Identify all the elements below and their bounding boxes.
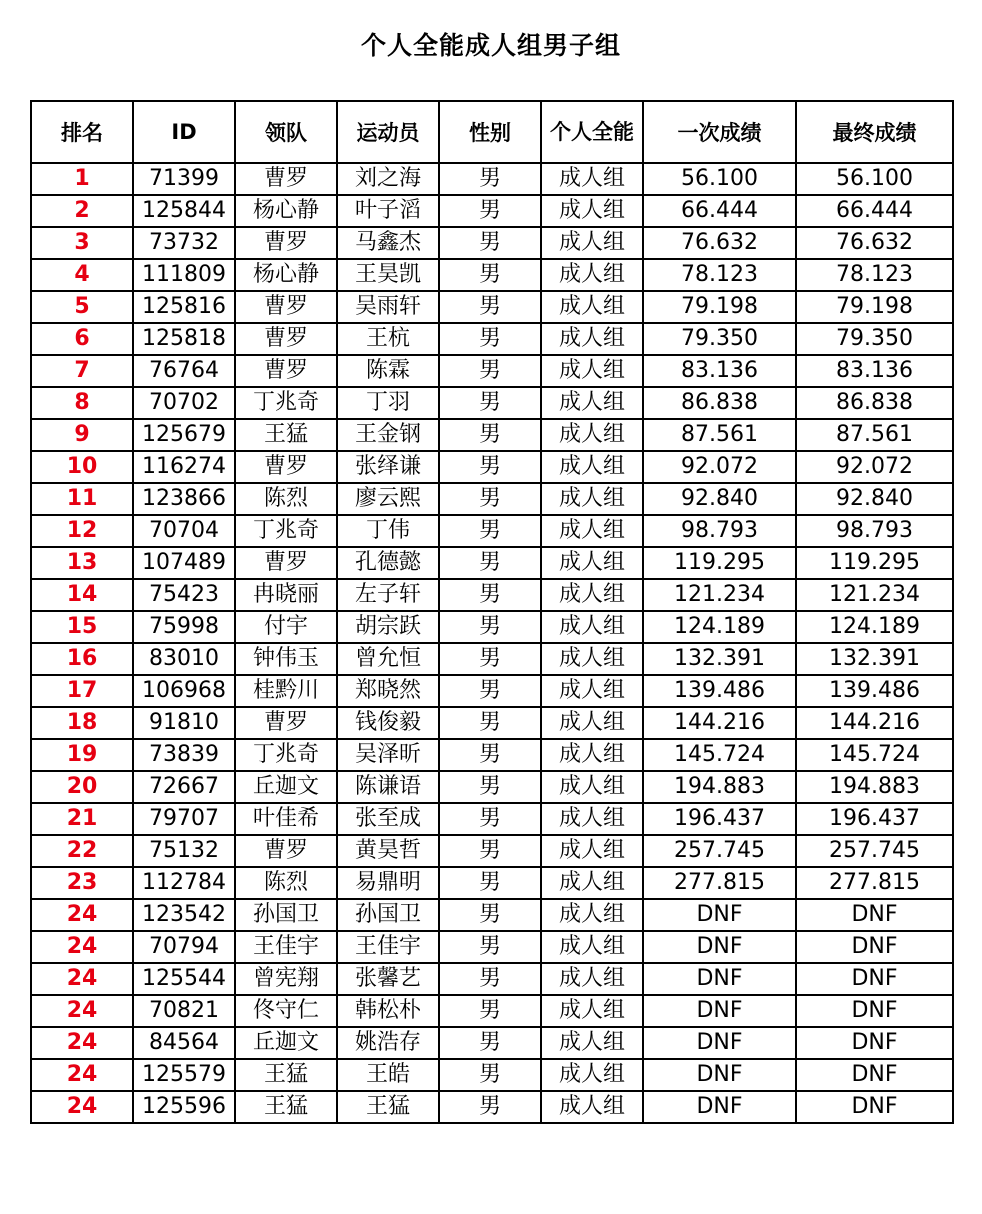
cell-rank: 5 [31, 291, 133, 323]
cell-leader: 桂黔川 [235, 675, 337, 707]
cell-final-score: DNF [796, 899, 953, 931]
cell-gender: 男 [439, 675, 541, 707]
table-row [31, 483, 953, 515]
column-header-rank: 排名 [31, 101, 133, 163]
cell-id: 125818 [133, 323, 235, 355]
table-row [31, 931, 953, 963]
cell-id: 123542 [133, 899, 235, 931]
cell-rank: 8 [31, 387, 133, 419]
cell-group: 成人组 [541, 547, 643, 579]
cell-id: 111809 [133, 259, 235, 291]
cell-final-score: 277.815 [796, 867, 953, 899]
table-row [31, 963, 953, 995]
cell-gender: 男 [439, 1059, 541, 1091]
cell-final-score: 79.350 [796, 323, 953, 355]
cell-rank: 24 [31, 1091, 133, 1123]
cell-id: 75423 [133, 579, 235, 611]
cell-athlete: 叶子滔 [337, 195, 439, 227]
cell-gender: 男 [439, 803, 541, 835]
cell-leader: 佟守仁 [235, 995, 337, 1027]
cell-rank: 19 [31, 739, 133, 771]
cell-group: 成人组 [541, 163, 643, 195]
cell-group: 成人组 [541, 195, 643, 227]
cell-final-score: 121.234 [796, 579, 953, 611]
table-row [31, 355, 953, 387]
column-header-first-score: 一次成绩 [643, 101, 796, 163]
cell-group: 成人组 [541, 963, 643, 995]
cell-athlete: 易鼎明 [337, 867, 439, 899]
cell-gender: 男 [439, 707, 541, 739]
cell-final-score: 257.745 [796, 835, 953, 867]
cell-group: 成人组 [541, 771, 643, 803]
cell-id: 125844 [133, 195, 235, 227]
cell-id: 72667 [133, 771, 235, 803]
cell-rank: 7 [31, 355, 133, 387]
cell-group: 成人组 [541, 259, 643, 291]
table-row [31, 515, 953, 547]
cell-gender: 男 [439, 419, 541, 451]
cell-final-score: DNF [796, 963, 953, 995]
cell-group: 成人组 [541, 611, 643, 643]
cell-final-score: 132.391 [796, 643, 953, 675]
cell-final-score: 194.883 [796, 771, 953, 803]
table-row [31, 259, 953, 291]
column-header-gender: 性别 [439, 101, 541, 163]
cell-first-score: 79.350 [643, 323, 796, 355]
cell-group: 成人组 [541, 1027, 643, 1059]
cell-group: 成人组 [541, 227, 643, 259]
cell-leader: 付宇 [235, 611, 337, 643]
cell-first-score: 124.189 [643, 611, 796, 643]
cell-group: 成人组 [541, 451, 643, 483]
cell-id: 83010 [133, 643, 235, 675]
table-row [31, 803, 953, 835]
cell-first-score: 139.486 [643, 675, 796, 707]
cell-gender: 男 [439, 259, 541, 291]
cell-id: 112784 [133, 867, 235, 899]
cell-id: 125544 [133, 963, 235, 995]
cell-gender: 男 [439, 227, 541, 259]
cell-id: 79707 [133, 803, 235, 835]
cell-gender: 男 [439, 995, 541, 1027]
cell-final-score: 119.295 [796, 547, 953, 579]
cell-id: 75998 [133, 611, 235, 643]
cell-final-score: 98.793 [796, 515, 953, 547]
cell-id: 70702 [133, 387, 235, 419]
cell-final-score: 76.632 [796, 227, 953, 259]
cell-final-score: 92.840 [796, 483, 953, 515]
cell-final-score: 124.189 [796, 611, 953, 643]
cell-leader: 曹罗 [235, 227, 337, 259]
cell-first-score: 145.724 [643, 739, 796, 771]
table-row [31, 419, 953, 451]
cell-group: 成人组 [541, 291, 643, 323]
cell-gender: 男 [439, 579, 541, 611]
cell-first-score: 78.123 [643, 259, 796, 291]
cell-athlete: 钱俊毅 [337, 707, 439, 739]
cell-athlete: 黄昊哲 [337, 835, 439, 867]
table-row [31, 579, 953, 611]
table-row [31, 867, 953, 899]
table-row [31, 323, 953, 355]
cell-rank: 24 [31, 995, 133, 1027]
table-row [31, 771, 953, 803]
cell-gender: 男 [439, 163, 541, 195]
column-header-group: 个人全能 [541, 101, 643, 163]
cell-gender: 男 [439, 451, 541, 483]
cell-first-score: 196.437 [643, 803, 796, 835]
cell-final-score: 145.724 [796, 739, 953, 771]
cell-first-score: DNF [643, 1059, 796, 1091]
cell-athlete: 韩松朴 [337, 995, 439, 1027]
table-row [31, 163, 953, 195]
cell-first-score: 92.840 [643, 483, 796, 515]
cell-final-score: 196.437 [796, 803, 953, 835]
cell-leader: 曹罗 [235, 707, 337, 739]
table-row [31, 195, 953, 227]
cell-leader: 丁兆奇 [235, 515, 337, 547]
cell-first-score: DNF [643, 963, 796, 995]
cell-id: 73732 [133, 227, 235, 259]
table-body [31, 163, 953, 1123]
cell-first-score: 132.391 [643, 643, 796, 675]
cell-group: 成人组 [541, 675, 643, 707]
cell-gender: 男 [439, 355, 541, 387]
cell-id: 75132 [133, 835, 235, 867]
cell-athlete: 王猛 [337, 1091, 439, 1123]
cell-rank: 21 [31, 803, 133, 835]
cell-athlete: 张馨艺 [337, 963, 439, 995]
cell-gender: 男 [439, 483, 541, 515]
table-row [31, 1027, 953, 1059]
table-row [31, 387, 953, 419]
cell-rank: 9 [31, 419, 133, 451]
cell-athlete: 王杭 [337, 323, 439, 355]
cell-athlete: 姚浩存 [337, 1027, 439, 1059]
cell-first-score: 119.295 [643, 547, 796, 579]
cell-rank: 1 [31, 163, 133, 195]
cell-first-score: 98.793 [643, 515, 796, 547]
cell-rank: 24 [31, 1059, 133, 1091]
column-header-athlete: 运动员 [337, 101, 439, 163]
cell-athlete: 王佳宇 [337, 931, 439, 963]
cell-gender: 男 [439, 931, 541, 963]
table-row [31, 291, 953, 323]
cell-final-score: DNF [796, 1091, 953, 1123]
cell-group: 成人组 [541, 707, 643, 739]
table-row [31, 227, 953, 259]
cell-leader: 曹罗 [235, 291, 337, 323]
cell-leader: 曹罗 [235, 355, 337, 387]
cell-gender: 男 [439, 963, 541, 995]
table-row [31, 739, 953, 771]
table-row [31, 643, 953, 675]
cell-gender: 男 [439, 739, 541, 771]
cell-first-score: 56.100 [643, 163, 796, 195]
cell-final-score: DNF [796, 931, 953, 963]
cell-first-score: 194.883 [643, 771, 796, 803]
cell-leader: 王猛 [235, 419, 337, 451]
cell-leader: 钟伟玉 [235, 643, 337, 675]
cell-rank: 13 [31, 547, 133, 579]
cell-rank: 10 [31, 451, 133, 483]
cell-gender: 男 [439, 291, 541, 323]
cell-rank: 3 [31, 227, 133, 259]
cell-leader: 陈烈 [235, 867, 337, 899]
cell-final-score: 66.444 [796, 195, 953, 227]
cell-athlete: 王金钢 [337, 419, 439, 451]
cell-gender: 男 [439, 1027, 541, 1059]
table-row [31, 707, 953, 739]
cell-group: 成人组 [541, 899, 643, 931]
cell-id: 91810 [133, 707, 235, 739]
cell-first-score: 86.838 [643, 387, 796, 419]
cell-gender: 男 [439, 867, 541, 899]
cell-athlete: 郑晓然 [337, 675, 439, 707]
cell-athlete: 吴雨轩 [337, 291, 439, 323]
cell-rank: 6 [31, 323, 133, 355]
cell-leader: 曹罗 [235, 451, 337, 483]
cell-leader: 陈烈 [235, 483, 337, 515]
column-header-leader: 领队 [235, 101, 337, 163]
cell-first-score: DNF [643, 931, 796, 963]
cell-leader: 曹罗 [235, 323, 337, 355]
cell-rank: 24 [31, 899, 133, 931]
cell-id: 125679 [133, 419, 235, 451]
cell-athlete: 廖云熙 [337, 483, 439, 515]
cell-final-score: DNF [796, 1059, 953, 1091]
cell-gender: 男 [439, 771, 541, 803]
table-row [31, 835, 953, 867]
cell-first-score: 92.072 [643, 451, 796, 483]
table-row [31, 547, 953, 579]
cell-final-score: 56.100 [796, 163, 953, 195]
cell-rank: 4 [31, 259, 133, 291]
cell-gender: 男 [439, 387, 541, 419]
cell-group: 成人组 [541, 483, 643, 515]
header-row [31, 101, 953, 163]
cell-leader: 曹罗 [235, 547, 337, 579]
cell-athlete: 陈霖 [337, 355, 439, 387]
cell-gender: 男 [439, 643, 541, 675]
page-title: 个人全能成人组男子组 [360, 31, 621, 60]
cell-id: 123866 [133, 483, 235, 515]
cell-rank: 24 [31, 931, 133, 963]
cell-rank: 11 [31, 483, 133, 515]
cell-final-score: 86.838 [796, 387, 953, 419]
cell-rank: 24 [31, 1027, 133, 1059]
cell-rank: 23 [31, 867, 133, 899]
cell-leader: 曹罗 [235, 163, 337, 195]
cell-leader: 杨心静 [235, 195, 337, 227]
cell-first-score: 87.561 [643, 419, 796, 451]
cell-group: 成人组 [541, 835, 643, 867]
cell-athlete: 吴泽昕 [337, 739, 439, 771]
cell-leader: 曹罗 [235, 835, 337, 867]
cell-id: 84564 [133, 1027, 235, 1059]
cell-athlete: 孙国卫 [337, 899, 439, 931]
cell-first-score: 257.745 [643, 835, 796, 867]
cell-final-score: DNF [796, 1027, 953, 1059]
cell-group: 成人组 [541, 515, 643, 547]
cell-athlete: 张至成 [337, 803, 439, 835]
cell-id: 70704 [133, 515, 235, 547]
table-row [31, 899, 953, 931]
cell-athlete: 丁羽 [337, 387, 439, 419]
cell-final-score: 79.198 [796, 291, 953, 323]
cell-group: 成人组 [541, 579, 643, 611]
cell-id: 73839 [133, 739, 235, 771]
cell-leader: 孙国卫 [235, 899, 337, 931]
cell-athlete: 王皓 [337, 1059, 439, 1091]
cell-rank: 16 [31, 643, 133, 675]
cell-gender: 男 [439, 899, 541, 931]
cell-id: 116274 [133, 451, 235, 483]
cell-first-score: 79.198 [643, 291, 796, 323]
cell-final-score: DNF [796, 995, 953, 1027]
cell-id: 125816 [133, 291, 235, 323]
cell-group: 成人组 [541, 867, 643, 899]
table-row [31, 1091, 953, 1123]
cell-final-score: 87.561 [796, 419, 953, 451]
cell-id: 70821 [133, 995, 235, 1027]
cell-rank: 22 [31, 835, 133, 867]
table-row [31, 611, 953, 643]
table-row [31, 675, 953, 707]
cell-gender: 男 [439, 611, 541, 643]
table-row [31, 1059, 953, 1091]
cell-group: 成人组 [541, 1091, 643, 1123]
table-row [31, 451, 953, 483]
cell-group: 成人组 [541, 931, 643, 963]
cell-gender: 男 [439, 547, 541, 579]
cell-first-score: DNF [643, 899, 796, 931]
cell-first-score: 83.136 [643, 355, 796, 387]
cell-leader: 叶佳希 [235, 803, 337, 835]
cell-leader: 冉晓丽 [235, 579, 337, 611]
cell-final-score: 78.123 [796, 259, 953, 291]
cell-final-score: 92.072 [796, 451, 953, 483]
cell-id: 125596 [133, 1091, 235, 1123]
cell-rank: 17 [31, 675, 133, 707]
cell-id: 70794 [133, 931, 235, 963]
cell-group: 成人组 [541, 1059, 643, 1091]
cell-leader: 王猛 [235, 1059, 337, 1091]
column-header-final-score: 最终成绩 [796, 101, 953, 163]
cell-first-score: DNF [643, 1091, 796, 1123]
table-row [31, 995, 953, 1027]
cell-final-score: 144.216 [796, 707, 953, 739]
cell-first-score: DNF [643, 995, 796, 1027]
cell-leader: 丁兆奇 [235, 739, 337, 771]
cell-rank: 15 [31, 611, 133, 643]
cell-group: 成人组 [541, 643, 643, 675]
cell-first-score: 144.216 [643, 707, 796, 739]
cell-gender: 男 [439, 835, 541, 867]
cell-id: 125579 [133, 1059, 235, 1091]
cell-id: 107489 [133, 547, 235, 579]
cell-rank: 2 [31, 195, 133, 227]
cell-athlete: 孔德懿 [337, 547, 439, 579]
cell-first-score: 76.632 [643, 227, 796, 259]
cell-athlete: 左子轩 [337, 579, 439, 611]
cell-leader: 王猛 [235, 1091, 337, 1123]
cell-rank: 14 [31, 579, 133, 611]
cell-first-score: DNF [643, 1027, 796, 1059]
cell-rank: 12 [31, 515, 133, 547]
cell-id: 106968 [133, 675, 235, 707]
cell-group: 成人组 [541, 995, 643, 1027]
cell-group: 成人组 [541, 803, 643, 835]
cell-rank: 18 [31, 707, 133, 739]
cell-first-score: 66.444 [643, 195, 796, 227]
cell-athlete: 马鑫杰 [337, 227, 439, 259]
cell-gender: 男 [439, 1091, 541, 1123]
cell-leader: 丁兆奇 [235, 387, 337, 419]
cell-rank: 24 [31, 963, 133, 995]
cell-rank: 20 [31, 771, 133, 803]
cell-leader: 丘迦文 [235, 1027, 337, 1059]
cell-id: 71399 [133, 163, 235, 195]
cell-group: 成人组 [541, 739, 643, 771]
cell-leader: 丘迦文 [235, 771, 337, 803]
cell-gender: 男 [439, 195, 541, 227]
cell-athlete: 胡宗跃 [337, 611, 439, 643]
table-header [31, 101, 953, 163]
cell-gender: 男 [439, 515, 541, 547]
column-header-id: ID [133, 101, 235, 163]
cell-group: 成人组 [541, 387, 643, 419]
cell-leader: 曾宪翔 [235, 963, 337, 995]
cell-final-score: 139.486 [796, 675, 953, 707]
cell-athlete: 刘之海 [337, 163, 439, 195]
cell-leader: 杨心静 [235, 259, 337, 291]
cell-athlete: 陈谦语 [337, 771, 439, 803]
cell-first-score: 277.815 [643, 867, 796, 899]
cell-athlete: 张绎谦 [337, 451, 439, 483]
cell-athlete: 丁伟 [337, 515, 439, 547]
cell-group: 成人组 [541, 323, 643, 355]
cell-athlete: 王昊凯 [337, 259, 439, 291]
results-table [30, 100, 954, 1124]
cell-id: 76764 [133, 355, 235, 387]
cell-group: 成人组 [541, 419, 643, 451]
cell-final-score: 83.136 [796, 355, 953, 387]
cell-first-score: 121.234 [643, 579, 796, 611]
cell-gender: 男 [439, 323, 541, 355]
cell-leader: 王佳宇 [235, 931, 337, 963]
cell-athlete: 曾允恒 [337, 643, 439, 675]
cell-group: 成人组 [541, 355, 643, 387]
